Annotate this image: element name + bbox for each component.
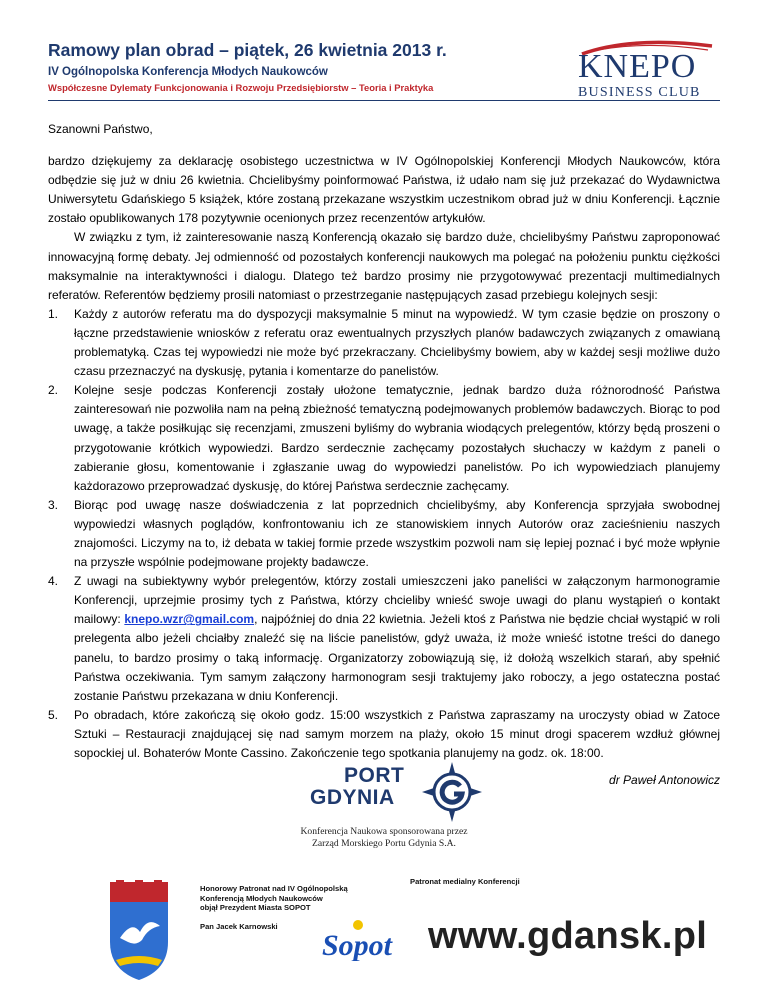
list-number: 2. — [48, 383, 59, 398]
list-number: 3. — [48, 497, 59, 512]
port-gdynia-logo — [306, 762, 496, 822]
gdansk-logo-text: www.gdansk.pl — [428, 915, 708, 957]
list-number: 5. — [48, 707, 59, 722]
list-item — [48, 496, 720, 572]
paragraph-intro: bardzo dziękujemy za deklarację osobistego uczestnictwa w IV Ogólnopolskiej Konferencji Młodych Naukowców, która odbędzie się już w dniu 26 kwietnia. Chcielibyśmy poinformować Państwa, iż udało nam się już przekazać do Wydawnictwa Uniwersytetu Gdańskiego 5 książek, które zostaną przekazane wszystkim uczestnikom obrad już w dniu Konferencji. Łącznie zostało opublikowanych 178 pozytywnie ocenionych przez recenzentów artykułów. — [48, 154, 720, 226]
list-text: Każdy z autorów referatu ma do dyspozycji maksymalnie 5 minut na wypowiedź. W tym czasie będzie on proszony o łączne przedstawienie wniosków z referatu oraz ewentualnych przyszłych planów badawczych związanych z omawianą problematyką. Czas tej wypowiedzi nie może być przekraczany. Chcielibyśmy bowiem, aby w każdej sesji możliwe dużo czasu przeznaczyć na dyskusję, pytania i komentarze do panelistów. — [74, 306, 720, 379]
list-text: Po obradach, które zakończą się około godz. 15:00 wszystkich z Państwa zapraszamy na uroczysty obiad w Zatoce Sztuki – Restauracji znajdującej się nad samym morzem na plaży, około 15 minut drogi spacerem wzdłuż głównej sopockiej ul. Bohaterów Monte Cassino. Zakończenie tego spotkania planujemy na godz. ok. 18:00. — [74, 707, 720, 760]
compass-icon — [420, 762, 484, 822]
port-logo-line2: GDYNIA — [310, 786, 395, 809]
patron-line2: Konferencją Młodych Naukowców — [200, 893, 323, 903]
sopot-logo-text: Sopot — [322, 929, 393, 961]
conference-tagline: Współczesne Dylematy Funkcjonowania i Rozwoju Przedsiębiorstw – Teoria i Praktyka — [48, 82, 434, 93]
port-logo-line1: PORT — [344, 764, 405, 787]
list-text: Biorąc pod uwagę nasze doświadczenia z lat poprzednich chcielibyśmy, aby Konferencja sprzyjała swobodnej wypowiedzi własnych poglądów, konfrontowaniu ich ze stanowiskiem innych Autorów oraz zacieśnieniu naszych znajomości. Liczymy na to, iż debata w takiej formie przede wszystkim pozwoli nam się lepiej poznać i być może wpłynie na przyszłe wspólnie podejmowane projekty badawcze. — [74, 497, 720, 570]
paragraph-debate: W związku z tym, iż zainteresowanie naszą Konferencją okazało się bardzo duże, chcielibyśmy Państwu zaproponować innowacyjną formę debaty. Jej odmienność od pozostałych konferencji naukowych ma polegać na położeniu punktu ciężkości maksymalnie na interaktywności i dialogu. Dlatego też bardzo prosimy nie przygotowywać prezentacji multimedialnych referatów. Referentów będziemy prosili natomiast o przestrzeganie następujących zasad przebiegu kolejnych sesji: — [48, 230, 720, 302]
media-patron-label: Patronat medialny Konferencji — [410, 877, 520, 886]
list-item — [48, 572, 720, 706]
greeting: Szanowni Państwo, — [48, 122, 153, 136]
sponsor-line1: Konferencja Naukowa sponsorowana przez — [300, 826, 468, 837]
letter-body — [48, 120, 720, 802]
patron-name: Pan Jacek Karnowski — [200, 922, 278, 931]
list-number: 4. — [48, 574, 59, 589]
patron-line1: Honorowy Patronat nad IV Ogólnopolską — [200, 884, 348, 893]
list-item — [48, 706, 720, 763]
rules-list — [48, 305, 720, 763]
conference-name: IV Ogólnopolska Konferencja Młodych Naukowców — [48, 66, 328, 78]
email-link[interactable]: knepo.wzr@gmail.com — [124, 612, 255, 627]
list-number: 1. — [48, 306, 59, 321]
knepo-logo — [572, 40, 720, 104]
signature: dr Paweł Antonowicz — [609, 773, 720, 788]
knepo-logo-subname: BUSINESS CLUB — [578, 85, 701, 100]
patron-line3: objął Prezydent Miasta SOPOT — [200, 903, 311, 913]
list-text-after: , najpóźniej do dnia 22 kwietnia. Jeżeli ktoś z Państwa nie będzie chciał wystąpić w roli prelegenta albo jeżeli chciałby znaleźć się na liście panelistów, gdyż uważa, iż może wnieść istotne treści do danego panelu, to bardzo prosimy o taką informację. Organizatorzy zobowiązują się, iż dołożą wszelkich starań, aby spełnić Państwa oczekiwania. Tym samym załączony harmonogram sesji traktujemy jako roboczy, a jego ostateczna postać zostanie Państwu przekazana w dniu Konferencji. — [74, 612, 720, 703]
sopot-crest-icon — [106, 880, 172, 980]
list-item — [48, 305, 720, 381]
list-item — [48, 381, 720, 496]
sponsor-note — [260, 826, 508, 850]
sponsor-line2: Zarząd Morskiego Portu Gdynia S.A. — [312, 838, 456, 849]
sopot-logo — [320, 917, 402, 961]
page-title: Ramowy plan obrad – piątek, 26 kwietnia 2013 r. — [48, 40, 447, 60]
list-text-before: Z uwagi na subiektywny wybór prelegentów, którzy zostali umieszczeni jako paneliści w załączonym harmonogramie Konferencji, uprzejmie prosimy tych z Państwa, którzy chcieliby wnieść swoje uwagi do planu wystąpień o kontakt mailowy: — [74, 574, 720, 627]
patronage-note — [200, 884, 348, 913]
list-text: Kolejne sesje podczas Konferencji zostały ułożone tematycznie, jednak bardzo duża różnorodność Państwa zainteresowań nie pozwoliła nam na pełną zbieżność tematyczną podejmowanych problemów badawczych. Biorąc to pod uwagę, a także posiłkując się recenzjami, zmuszeni byliśmy do wybrania wiodących prelegentów, którzy będą proszeni o przygotowanie krótkich wypowiedzi. Bardzo serdecznie zachęcamy pozostałych słuchaczy w każdym z paneli o zabieranie głosu, komentowanie i zgłaszanie uwag do wypowiedzi panelistów. Po ich wypowiedziach planujemy każdorazowo przeprowadzać dyskusję, do której Państwa serdecznie zachęcamy. — [74, 383, 720, 493]
knepo-logo-name: KNEPO — [578, 48, 697, 85]
